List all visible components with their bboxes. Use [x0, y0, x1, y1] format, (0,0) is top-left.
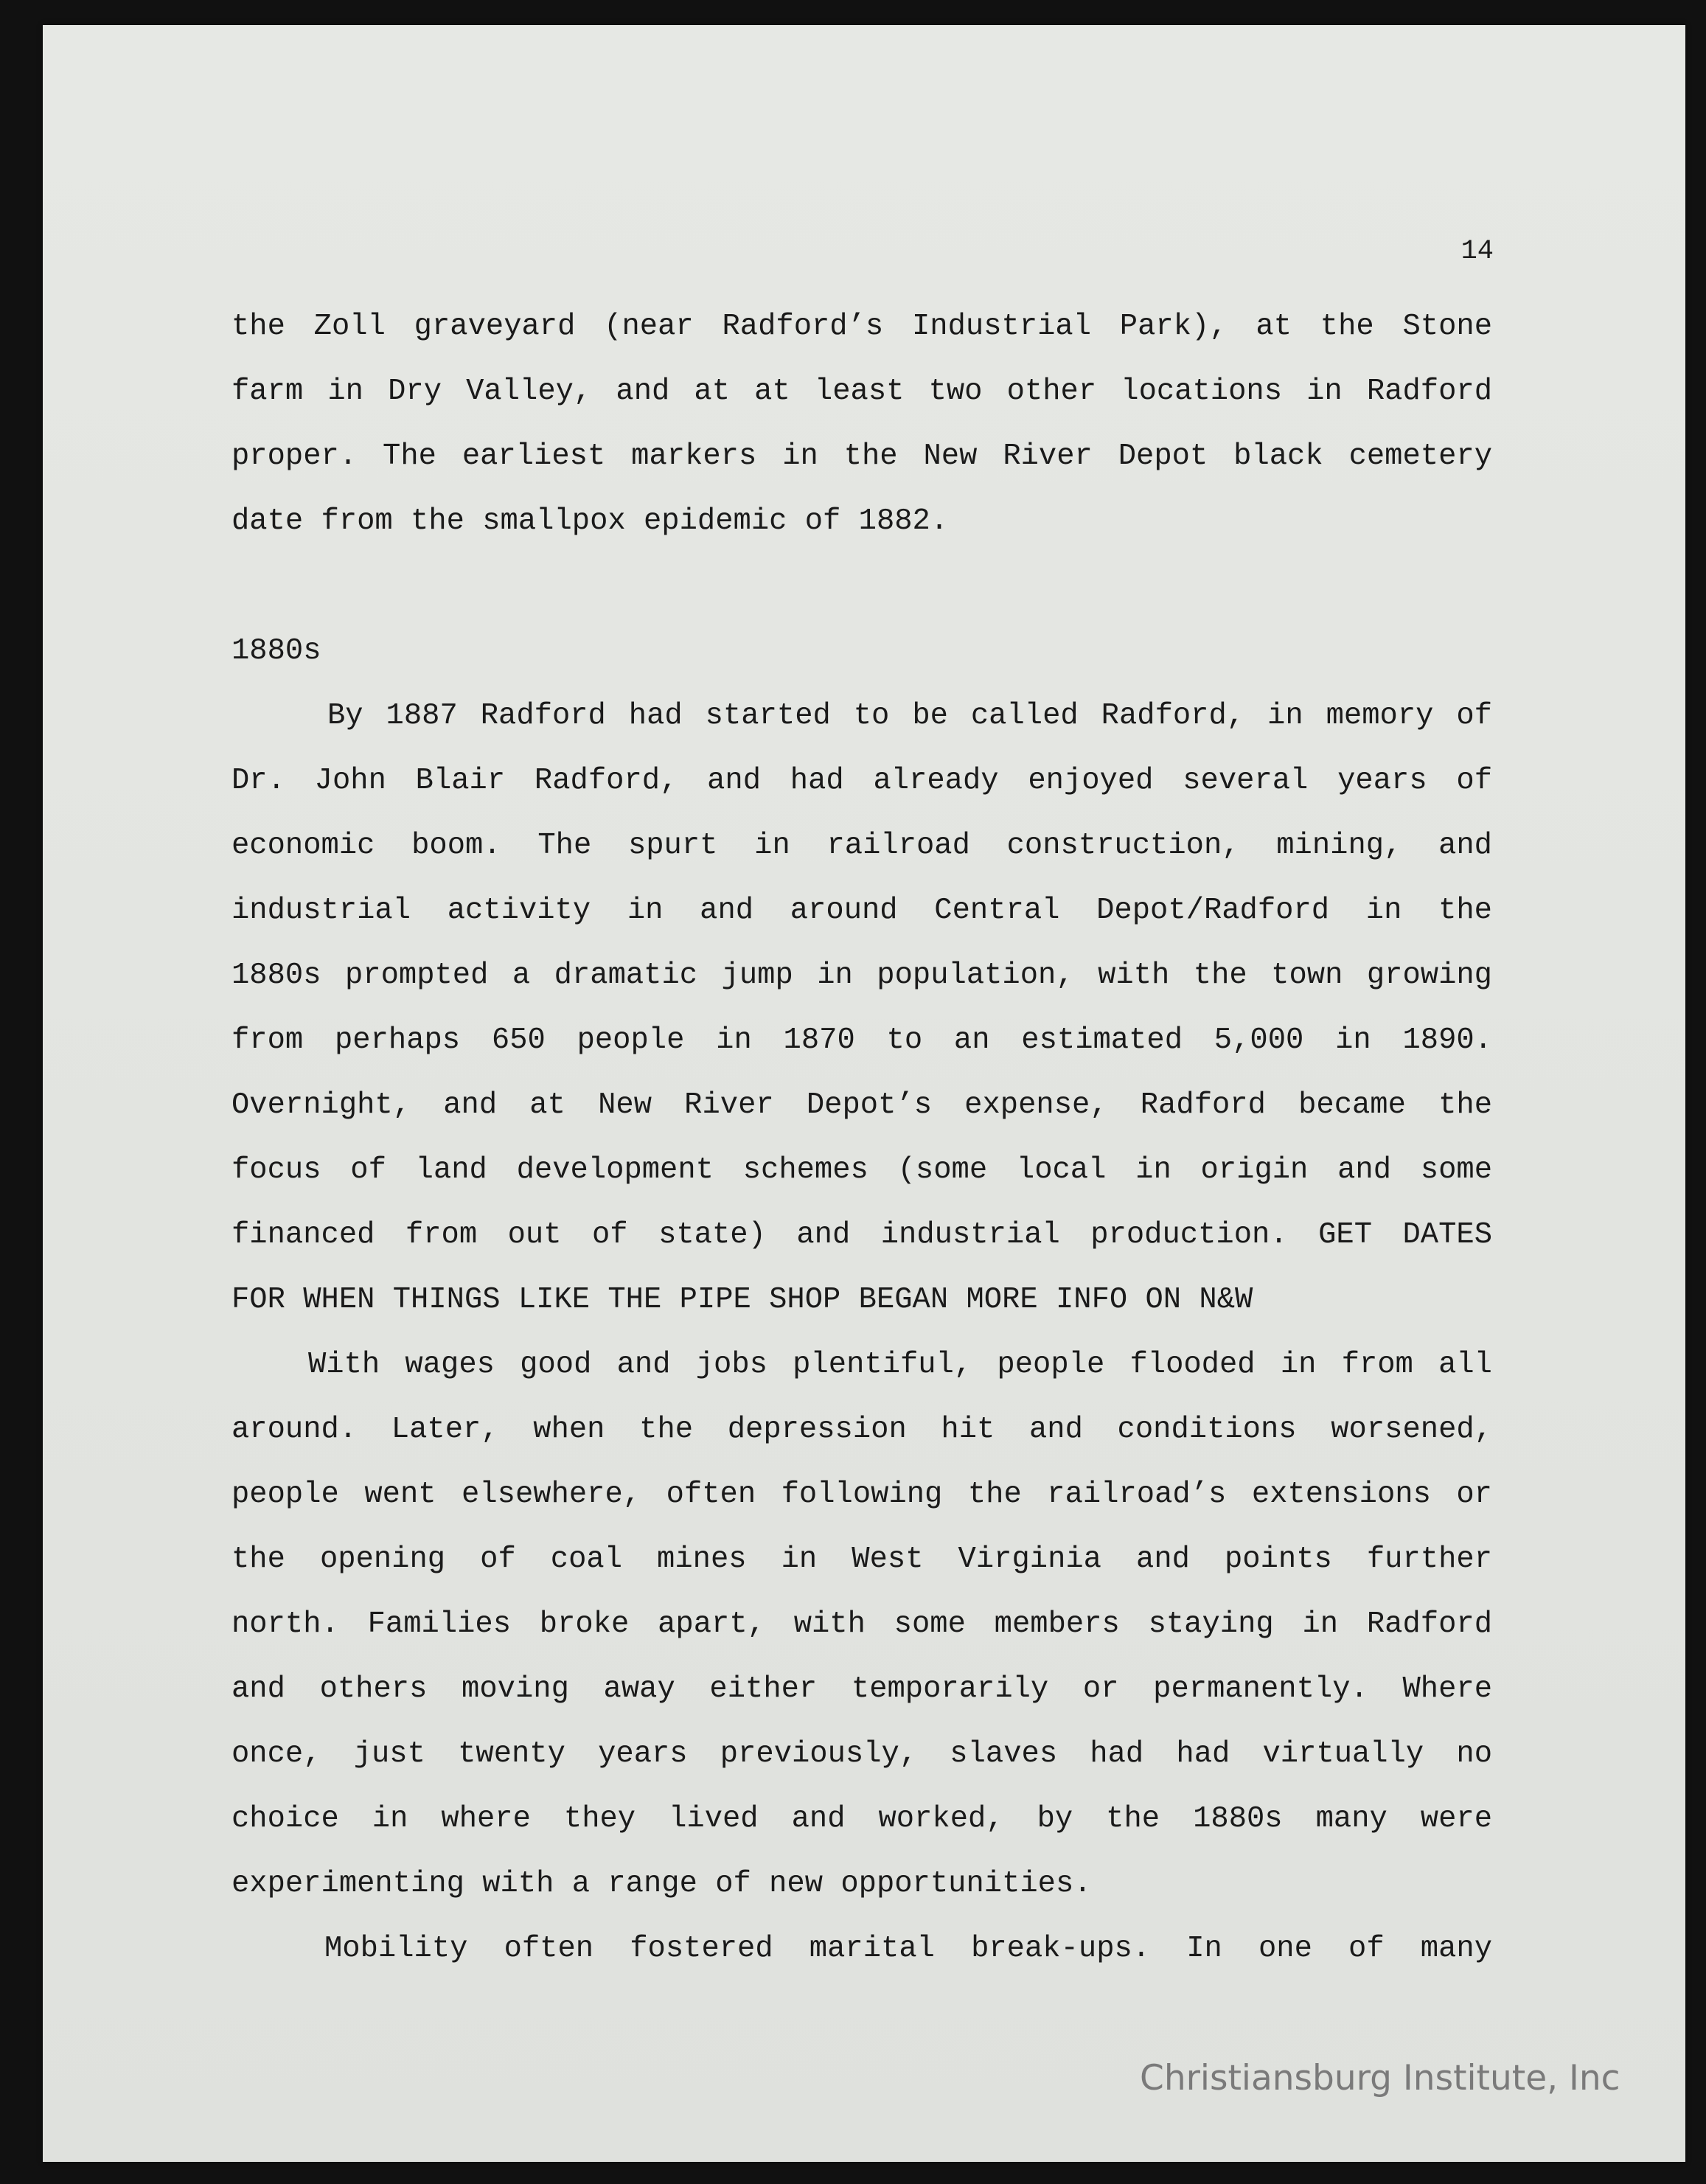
paragraph-4	[231, 1916, 1492, 1981]
text-line: economic boom. The spurt in railroad construction, mining, and	[231, 829, 1492, 863]
text-line: farm in Dry Valley, and at at least two other locations in Radford	[231, 375, 1492, 408]
text-line: industrial activity in and around Central Depot/Radford in the	[231, 894, 1492, 928]
text-line: Overnight, and at New River Depot’s expense, Radford became the	[231, 1088, 1492, 1122]
paragraph-1	[231, 294, 1492, 554]
text-line: focus of land development schemes (some local in origin and some	[231, 1153, 1492, 1187]
text-line: and others moving away either temporarily or permanently. Where	[231, 1672, 1492, 1706]
text-line: Mobility often fostered marital break-ups. In one of many	[324, 1932, 1492, 1966]
text-line: Dr. John Blair Radford, and had already enjoyed several years of	[231, 764, 1492, 798]
text-line: around. Later, when the depression hit and conditions worsened,	[231, 1413, 1492, 1447]
paragraph-3	[231, 1332, 1492, 1916]
text-line: FOR WHEN THINGS LIKE THE PIPE SHOP BEGAN MORE INFO ON N&W	[231, 1283, 1253, 1317]
text-line: people went elsewhere, often following the railroad’s extensions or	[231, 1478, 1492, 1512]
page-number: 14	[1460, 236, 1494, 267]
text-line: By 1887 Radford had started to be called Radford, in memory of	[327, 699, 1492, 733]
text-line: the opening of coal mines in West Virginia and points further	[231, 1543, 1492, 1576]
text-line: financed from out of state) and industrial production. GET DATES	[231, 1218, 1492, 1252]
text-line: date from the smallpox epidemic of 1882.	[231, 504, 949, 538]
text-line: With wages good and jobs plentiful, people flooded in from all	[308, 1348, 1492, 1382]
text-line: from perhaps 650 people in 1870 to an estimated 5,000 in 1890.	[231, 1023, 1492, 1057]
document-page	[43, 25, 1685, 2162]
text-line: 1880s prompted a dramatic jump in population, with the town growing	[231, 959, 1492, 992]
paragraph-2	[231, 684, 1492, 1332]
text-line: the Zoll graveyard (near Radford’s Industrial Park), at the Stone	[231, 310, 1492, 344]
text-line: north. Families broke apart, with some members staying in Radford	[231, 1607, 1492, 1641]
text-line: choice in where they lived and worked, by the 1880s many were	[231, 1802, 1492, 1836]
watermark: Christiansburg Institute, Inc	[1140, 2058, 1620, 2098]
text-line: once, just twenty years previously, slaves had had virtually no	[231, 1737, 1492, 1771]
document-body	[231, 294, 1492, 1981]
section-heading: 1880s	[231, 634, 321, 668]
text-line: proper. The earliest markers in the New River Depot black cemetery	[231, 439, 1492, 473]
text-line: experimenting with a range of new opportunities.	[231, 1867, 1092, 1901]
